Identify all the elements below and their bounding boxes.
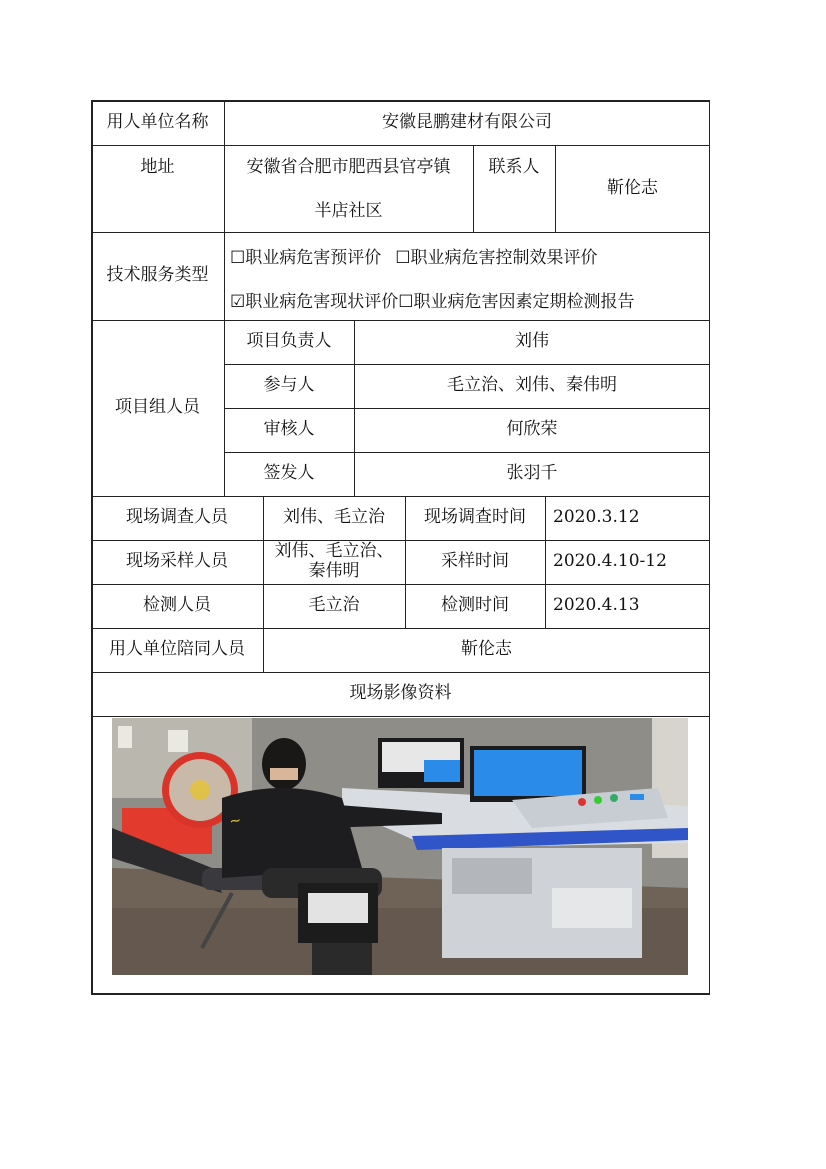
sampling-staff-value <box>263 540 405 584</box>
address-line-2: 半店社区 <box>314 200 383 221</box>
photo-section-label: 现场影像资料 <box>349 683 452 704</box>
sampling-staff-line-2: 秦伟明 <box>308 561 360 581</box>
service-options-line-1 <box>230 243 598 268</box>
team-name-lead: 刘伟 <box>515 331 549 352</box>
service-option-status-assessment: 职业病危害现状评价 <box>245 292 399 312</box>
checkbox-unchecked-icon[interactable]: ☐ <box>230 248 246 268</box>
team-role-reviewer: 审核人 <box>263 419 315 440</box>
survey-staff-value: 刘伟、毛立治 <box>283 507 385 528</box>
service-type-label: 技术服务类型 <box>106 265 209 286</box>
sampling-time-label: 采样时间 <box>441 551 509 572</box>
site-photo <box>112 718 688 975</box>
testing-time-value: 2020.4.13 <box>553 595 640 616</box>
team-role-issuer: 签发人 <box>263 463 315 484</box>
sampling-staff-label: 现场采样人员 <box>126 551 228 572</box>
team-role-lead: 项目负责人 <box>246 331 332 352</box>
survey-time-label: 现场调查时间 <box>424 507 526 528</box>
svg-text:~: ~ <box>228 812 243 830</box>
site-photo-illustration <box>112 718 688 975</box>
team-role-participants: 参与人 <box>263 375 315 396</box>
service-option-periodic-testing: 职业病危害因素定期检测报告 <box>413 292 635 312</box>
service-option-preassessment: 职业病危害预评价 <box>245 248 382 268</box>
employer-value: 安徽昆鹏建材有限公司 <box>382 111 552 132</box>
checkbox-unchecked-icon[interactable]: ☐ <box>395 248 411 268</box>
team-name-reviewer: 何欣荣 <box>506 419 558 440</box>
contact-label: 联系人 <box>488 156 540 177</box>
testing-staff-label: 检测人员 <box>143 595 211 616</box>
checkbox-unchecked-icon[interactable]: ☐ <box>398 292 414 312</box>
survey-time-value: 2020.3.12 <box>553 507 640 528</box>
address-label: 地址 <box>140 156 175 177</box>
service-options-line-2 <box>230 287 635 312</box>
testing-staff-value: 毛立治 <box>308 595 360 616</box>
testing-time-label: 检测时间 <box>441 595 509 616</box>
checkbox-checked-icon[interactable]: ☑ <box>230 292 246 312</box>
employer-label: 用人单位名称 <box>106 111 209 132</box>
service-option-control-effect: 职业病危害控制效果评价 <box>410 248 598 268</box>
sampling-staff-line-1: 刘伟、毛立治、 <box>274 541 394 562</box>
contact-value: 靳伦志 <box>607 177 658 198</box>
address-line-1: 安徽省合肥市肥西县官亭镇 <box>246 156 451 177</box>
team-label: 项目组人员 <box>115 397 200 418</box>
accompany-label: 用人单位陪同人员 <box>109 639 245 660</box>
survey-staff-label: 现场调查人员 <box>126 507 228 528</box>
team-name-participants: 毛立治、刘伟、秦伟明 <box>447 375 617 396</box>
team-name-issuer: 张羽千 <box>506 463 558 484</box>
accompany-value: 靳伦志 <box>461 639 512 660</box>
sampling-time-value: 2020.4.10-12 <box>553 551 667 572</box>
